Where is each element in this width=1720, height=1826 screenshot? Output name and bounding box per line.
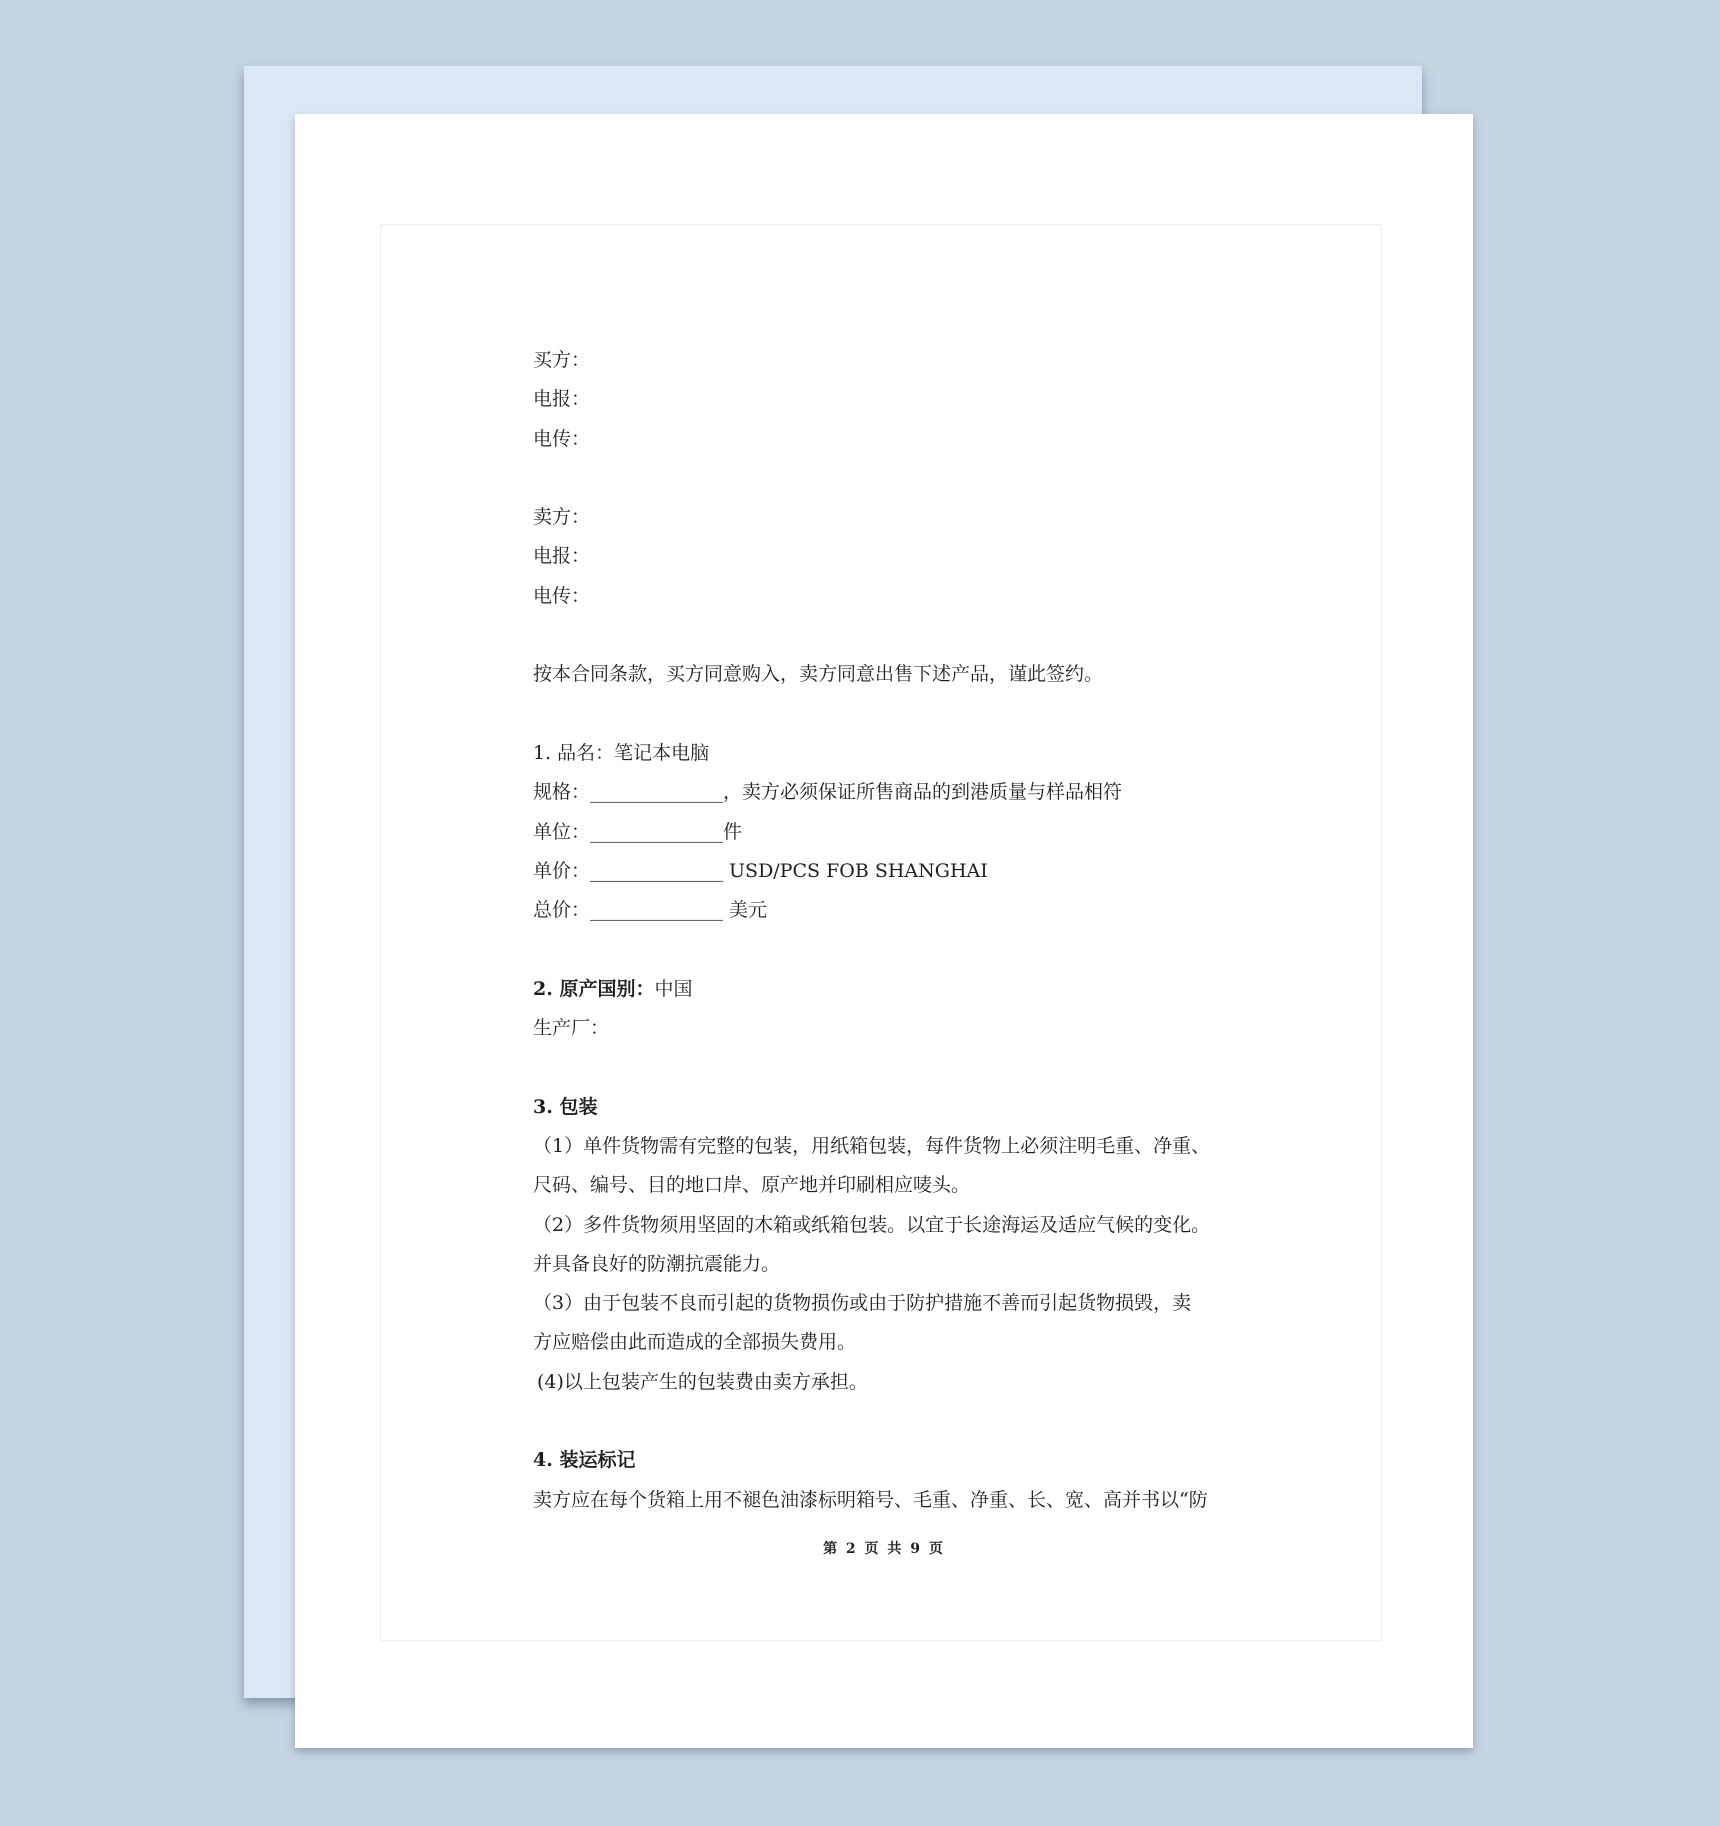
buyer-fax-label: 电传： xyxy=(533,427,591,450)
section4-heading: 4. 装运标记 xyxy=(533,1449,636,1472)
section1-heading: 1. 品名：笔记本电脑 xyxy=(533,741,710,764)
section3-heading: 3. 包装 xyxy=(533,1095,598,1118)
packaging-line: 尺码、编号、目的地口岸、原产地并印刷相应唛头。 xyxy=(533,1174,971,1197)
buyer-telegram-label: 电报： xyxy=(533,388,591,411)
seller-fax-label: 电传： xyxy=(533,584,591,607)
buyer-party-label: 买方： xyxy=(533,349,591,371)
unit-line: 单位：______________件 xyxy=(533,820,743,843)
packaging-line: (4)以上包装产生的包装费由卖方承担。 xyxy=(537,1370,868,1393)
seller-telegram-label: 电报： xyxy=(533,545,591,568)
packaging-line: （3）由于包装不良而引起的货物损伤或由于防护措施不善而引起货物损毁，卖 xyxy=(533,1292,1192,1315)
spec-line: 规格：______________，卖方必须保证所售商品的到港质量与样品相符 xyxy=(533,781,1123,804)
origin-country-label: 2. 原产国别： xyxy=(533,977,655,1000)
packaging-line: （1）单件货物需有完整的包装，用纸箱包装，每件货物上必须注明毛重、净重、 xyxy=(533,1134,1211,1157)
packaging-line: 方应赔偿由此而造成的全部损失费用。 xyxy=(533,1331,857,1354)
page-number-footer: 第 2 页 共 9 页 xyxy=(823,1541,945,1557)
seller-party-label: 卖方： xyxy=(533,506,591,529)
manufacturer-label: 生产厂： xyxy=(533,1017,610,1040)
total-price-line: 总价：______________ 美元 xyxy=(533,899,768,922)
unit-price-line: 单价：______________ USD/PCS FOB SHANGHAI xyxy=(533,859,988,882)
section2-heading xyxy=(533,970,1253,1009)
page-content xyxy=(533,341,1253,1520)
packaging-line: 并具备良好的防潮抗震能力。 xyxy=(533,1252,781,1275)
origin-country-value: 中国 xyxy=(654,977,693,1000)
packaging-line: （2）多件货物须用坚固的木箱或纸箱包装。以宜于长途海运及适应气候的变化。 xyxy=(533,1213,1211,1236)
intro-paragraph: 按本合同条款，买方同意购入，卖方同意出售下述产品，谨此签约。 xyxy=(533,663,1104,686)
document-page xyxy=(295,114,1473,1748)
shipping-mark-line: 卖方应在每个货箱上用不褪色油漆标明箱号、毛重、净重、长、宽、高并书以“防 xyxy=(533,1488,1208,1511)
